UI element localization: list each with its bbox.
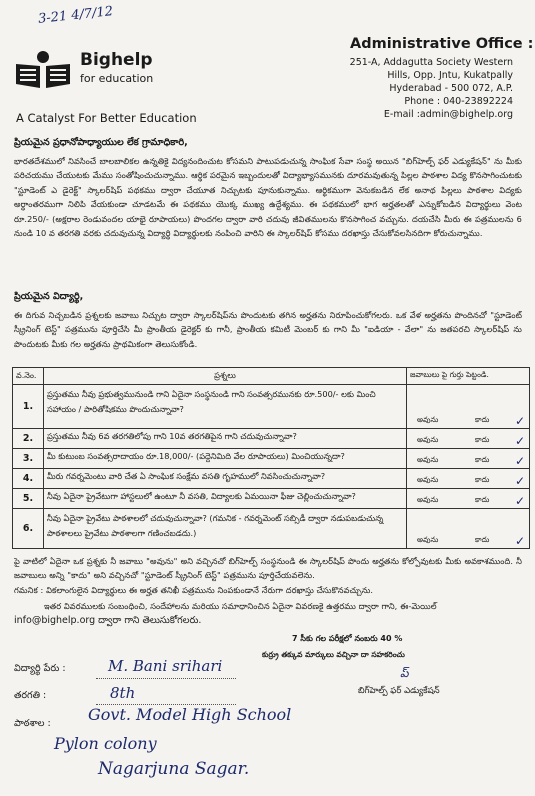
checkmark-icon: ✓ [514,434,525,448]
question-text: ప్రస్తుతము నీవు 6వ తరగతిలోపు గాని 10వ తరగతిపైన గాని చదువుచున్నావా? [44,429,407,449]
question-text: మీ కుటుంబ సంవత్సరాదాయం రూ.18,000/- (పద్దెనిమిది వేల రూపాయలు) మించియున్నదా? [44,449,407,469]
checkmark-icon: ✓ [514,494,525,508]
answer-cell[interactable] [407,509,530,549]
checkmark-icon: ✓ [514,454,525,468]
question-text: ప్రస్తుతము నీవు ప్రభుత్వమునుండి గాని ఏదైనా సంస్థనుండి గాని సంవత్సరమునకు రూ.500/- లకు మించి సహాయం / పారితోషికము పొందుచున్నావా? [44,385,407,429]
student-name-value[interactable]: M. Bani srihari [108,657,223,675]
checkmark-icon: ✓ [514,534,525,548]
instructions-paragraph: ఈ దిగువ నిచ్చబడిన ప్రశ్నలకు జవాబు నిచ్చుట ద్వారా స్కాలర్‌షిప్‌ను పొందుటకు తగిన అర్హతను నిరూపించుకోగలరు. ఒక వేళ అర్హతను పొందినచో "స్టూడెంట్ స్క్రీనింగ్ టెస్ట్" పత్రమును పూర్తిచేసి మీ ప్రాంతీయ డైరెక్టర్ కు గానీ, ప్రాంతీయ కమిటీ మెంబర్ కు గాని మీ "ఐడియా - వేలా" ను జతపరచి స్కాలర్‌షిప్ ను పొందుటకు మీకు గల అర్హతను ప్రాథమికంగా తెలుసుకోండి. [14,310,522,349]
tagline: A Catalyst For Better Education [16,111,197,125]
answer-cell[interactable] [407,449,530,469]
name-underline [96,678,236,679]
yes-option[interactable]: అవును [417,475,439,484]
row-number: 2. [13,429,44,449]
signature-title: బిగ్‌హెల్ప్ ఫర్ ఎడ్యుకేషన్ [358,686,440,696]
no-option[interactable]: కాదు [475,495,490,504]
answer-cell[interactable] [407,489,530,509]
question-text: నీవు ఏదైనా ప్రైవేటుగా హాస్టలులో ఉంటూ నీ వసతి, విద్యాలకు ఏమయినా ఫీజు చెల్లించుచున్నావా? [44,489,407,509]
no-option[interactable]: కాదు [475,535,490,544]
school-label: పాఠశాల : [14,718,51,729]
address-line: Hyderabad - 500 072, A.P. [389,83,513,94]
no-option[interactable]: కాదు [475,475,490,484]
student-name-label: విద్యార్థి పేరు : [14,663,66,674]
checkmark-icon: ✓ [514,414,525,428]
salutation-student: ప్రియమైన విద్యార్థి, [14,291,84,302]
row-number: 4. [13,469,44,489]
table-row [13,449,530,469]
contact-email-line: info@bighelp.org ద్వారా గాని తెలుసుకోగలరు. [14,615,202,626]
marks-note-line: కుర్ర్రు తక్కువ మార్కులు వచ్చినా దా సహకరించు [262,650,405,659]
row-number: 6. [13,509,44,549]
address-line: 251-A, Addagutta Society Western [349,57,513,68]
table-row [13,509,530,549]
class-label: తరగతి : [14,690,47,701]
class-value[interactable]: 8th [110,684,136,702]
yes-option[interactable]: అవును [417,455,439,464]
school-value-line-1[interactable]: Govt. Model High School [88,705,292,724]
email-line: E-mail :admin@bighelp.org [383,109,513,120]
answer-cell[interactable] [407,469,530,489]
row-number: 5. [13,489,44,509]
school-value-line-2[interactable]: Pylon colony [54,734,157,753]
eligibility-table [12,367,530,549]
table-row [13,469,530,489]
result-paragraph: పై వాటిలో ఏదైనా ఒక ప్రశ్నకు నీ జవాబు "అవును" అని వచ్చినచో బిగ్‌హెల్ప్ సంస్థనుండి ఈ స్కాలర్‌షిప్ పొందు అర్హతను కోల్పోవుటకు మీకు అవకాశముంది. నీ జవాబులు అన్ని "కాదు" అని వచ్చినచో "స్టూడెంట్ స్క్రీనింగ్ టెస్ట్" పత్రమును పూర్తిచేయవలెను. [14,556,522,581]
bighelp-logo [12,48,74,90]
table-header-row [13,368,530,385]
yes-option[interactable]: అవును [417,435,439,444]
signature-mark: ప్ [400,666,409,680]
yes-option[interactable]: అవును [417,495,439,504]
address-line: Hills, Opp. Jntu, Kukatpally [387,70,513,81]
no-option[interactable]: కాదు [475,455,490,464]
intro-paragraph: భారతదేశములో నివసించే బాలబాలికల ఉన్నతికై విద్యనందించుట కోసమని పాటుపడుచున్న సాంఘిక సేవా సంస్థ అయిన "బిగ్‌హెల్ప్ ఫర్ ఎడ్యుకేషన్" ను మీకు పరిచయము చేయుటకు మేము సంతోషించుచున్నాము. ఆర్థిక పరమైన ఇబ్బందులతో విద్యాభ్యాసమునకు దూరమవుతున్న పిల్లల పాఠశాల విద్య కొనసాగించుటకు "స్టూడెంట్ ఎ డైరెక్ట్" స్కాలర్‌షిప్ పథకము ద్వారా చేయూత నిచ్చుటకు పూనుకున్నాము. ఆర్థికముగా వెనుకబడిన లేక అనాథ పిల్లలు పాఠశాల విద్యకు అర్థాంతరముగా నిలిపి వేయకుండా చూడటమే ఈ పథకము యొక్క ముఖ్య ఉద్దేశ్యము. ఈ పథకములో భాగ అర్హతలతో ఎన్నుకోబడిన విద్యార్థులు వెంట రూ.250/- (అక్షరాల రెండువందల యాభై రూపాయలు) పొందగల ద్వారా వారి చదువు జీవితములను కొనసాగించ వచ్చును. దయచేసి మీరు ఈ పత్రములను 6 నుండి 10 వ తరగతి వరకు చదువుచున్న విద్యార్థి విద్యార్థులకు నంపించి వారిని ఈ స్కాలర్‌షిప్ కోసము దరఖాస్తు చేసుకోవలసినదిగా కోరుచున్నాము. [14,156,522,239]
answer-cell[interactable] [407,385,530,429]
brand-subtitle: for education [80,72,154,85]
salutation-principal: ప్రియమైన ప్రధానోపాధ్యాయుల లేక గ్రామాధికారి, [14,137,188,148]
handwritten-date: 3-21 4/7/12 [37,4,114,27]
row-number: 3. [13,449,44,469]
no-option[interactable]: కాదు [475,415,490,424]
office-title: Administrative Office : [350,36,534,52]
row-number: 1. [13,385,44,429]
brand-name: Bighelp [80,50,153,70]
yes-option[interactable]: అవును [417,535,439,544]
school-value-line-3[interactable]: Nagarjuna Sagar. [98,759,250,779]
sno-header: వ.నెం. [13,368,44,385]
table-row [13,429,530,449]
checkmark-icon: ✓ [514,474,525,488]
contact-paragraph: ఇతర వివరములకు సంబంధించి, సందేహాలను మరియు సమాధానించిన ఏదైనా వివరణకై ఉత్తరము ద్వారా గాని, ఈ-మెయిల్ [44,601,437,611]
yes-option[interactable]: అవును [417,415,439,424]
table-row [13,489,530,509]
book-person-icon [12,48,74,90]
question-header: ప్రశ్నలు [44,368,407,385]
question-text: మీరు గవర్నమెంటు వారి చేత ఏ సాంఘిక సంక్షేమ వసతి గృహములో నివసించుచున్నావా? [44,469,407,489]
marks-line: 7 సీకు గల పరీక్షలో నంబరు 40 % [292,634,403,643]
table-row [13,385,530,429]
answer-cell[interactable] [407,429,530,449]
note-line: గమనిక : వికలాంగులైన విద్యార్థులు ఈ అర్హత తనిఖీ పత్రమును నింపకుండానే నేరుగా దరఖాస్తు చేసుకొనవచ్చును. [14,585,374,595]
no-option[interactable]: కాదు [475,435,490,444]
phone-line: Phone : 040-23892224 [404,96,513,107]
answer-header: జవాబులు పై గుర్తు పెట్టండి. [407,368,530,385]
question-text: నీవు ఏదైనా ప్రైవేటు పాఠశాలలో చదువుచున్నావా? (గమనిక - గవర్నమెంట్ సబ్సిడీ ద్వారా నడుపబడుచున్న పాఠశాలలు ప్రైవేటు పాఠశాలగా గణించబడదు.) [44,509,407,549]
